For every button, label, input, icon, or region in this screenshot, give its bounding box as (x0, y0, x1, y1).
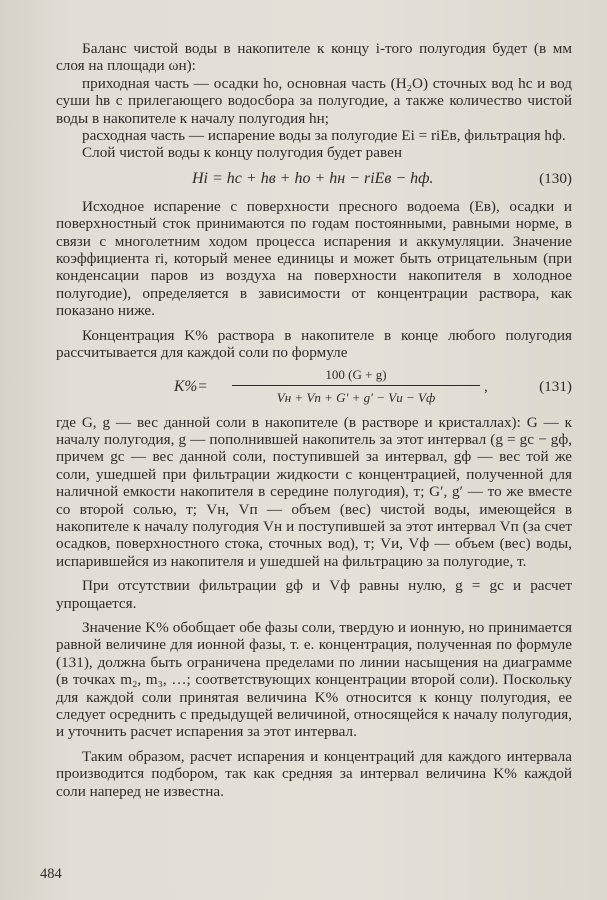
paragraph: расходная часть — испарение воды за полугодие Ei = riEв, фильтрация hф. (82, 127, 566, 145)
paragraph: Исходное испарение с поверхности пресного водоема (Eв), осадки и поверхностный сток принимаются по годам постоянными, равными норме, в связи с многолетним ходом процесса испарения и аккумуляции. Значение коэффициента ri, который менее единицы и может быть отрицательным (при конденсации паров из воздуха на поверхности накопителя в холодное полугодие), определяется в зависимости от концентрации раствора, как показано ниже. (56, 197, 572, 320)
paragraph: Концентрация K% раствора в накопителе в конце любого полугодия рассчитывается для каждой соли по формуле (56, 326, 572, 362)
paragraph: Баланс чистой воды в накопителе к концу i-того полугодия будет (в мм слоя на площади ωн): (56, 40, 572, 75)
fraction-numerator: 100 (G + g) (325, 366, 387, 382)
formula-tail: , (484, 377, 488, 395)
paragraph: где G, g — вес данной соли в накопителе (в растворе и кристаллах): G — к началу полугодия, g — пополнившей накопитель за этот интервал (g = gс − gф, причем gс — вес данной соли, поступившей за интервал, gф — вес той же соли, ушедшей при фильтрации жидкости с концентрацией, полученной для наличной емкости накопителя в середине полугодия), т; G′, g′ — то же вместе со второй солью, т; Vн, Vп — объем (вес) чистой воды, имеющейся в накопителе к началу полугодия Vн и поступившей за этот интервал Vп (за счет осадков, поверхностного стока, сточных вод), т; Vи, Vф — объем (вес) воды, испарившейся из накопителя и ушедшей на фильтрацию за полугодие, т. (56, 413, 572, 570)
paragraph: Слой чистой воды к концу полугодия будет равен (82, 144, 402, 162)
page-number: 484 (40, 866, 62, 882)
fraction-bar (232, 385, 480, 386)
paragraph: Значение K% обобщает обе фазы соли, твердую и ионную, но принимается равной величине для ионной фазы, т. е. концентрация, полученная по формуле (131), должна быть ограничена пределами по линии насыщения на диаграмме (в точках m₂, m₃, …; соответствующих концентрации второй соли). Поскольку для каждой соли принятая величина K% относится к концу полугодия, ее следует осреднить с предыдущей величиной, относящейся к началу полугодия, и уточнить расчет испарения за этот интервал. (56, 618, 572, 741)
formula-130 (56, 168, 572, 192)
text-column (56, 40, 572, 800)
equation-number: (130) (539, 169, 572, 187)
formula-expression: Hi = hс + hв + hо + hн − riEв − hф. (192, 169, 434, 187)
equation-number: (131) (539, 377, 572, 395)
paragraph: При отсутствии фильтрации gф и Vф равны нулю, g = gс и расчет упрощается. (56, 577, 572, 612)
paragraph: приходная часть — осадки hо, основная часть (H₂O) сточных вод hс и вод суши hв с прилегающего водосбора за полугодие, а также количество чистой воды в накопителе к началу полугодия hн; (56, 74, 572, 127)
formula-lhs: K%= (174, 377, 208, 395)
fraction (232, 366, 480, 406)
formula-131 (56, 366, 572, 410)
fraction-denominator: Vн + Vп + G′ + g′ − Vи − Vф (276, 389, 436, 405)
paragraph: Таким образом, расчет испарения и концентраций для каждого интервала производится подбором, так как средняя за интервал величина K% каждой соли наперед не известна. (56, 747, 572, 800)
